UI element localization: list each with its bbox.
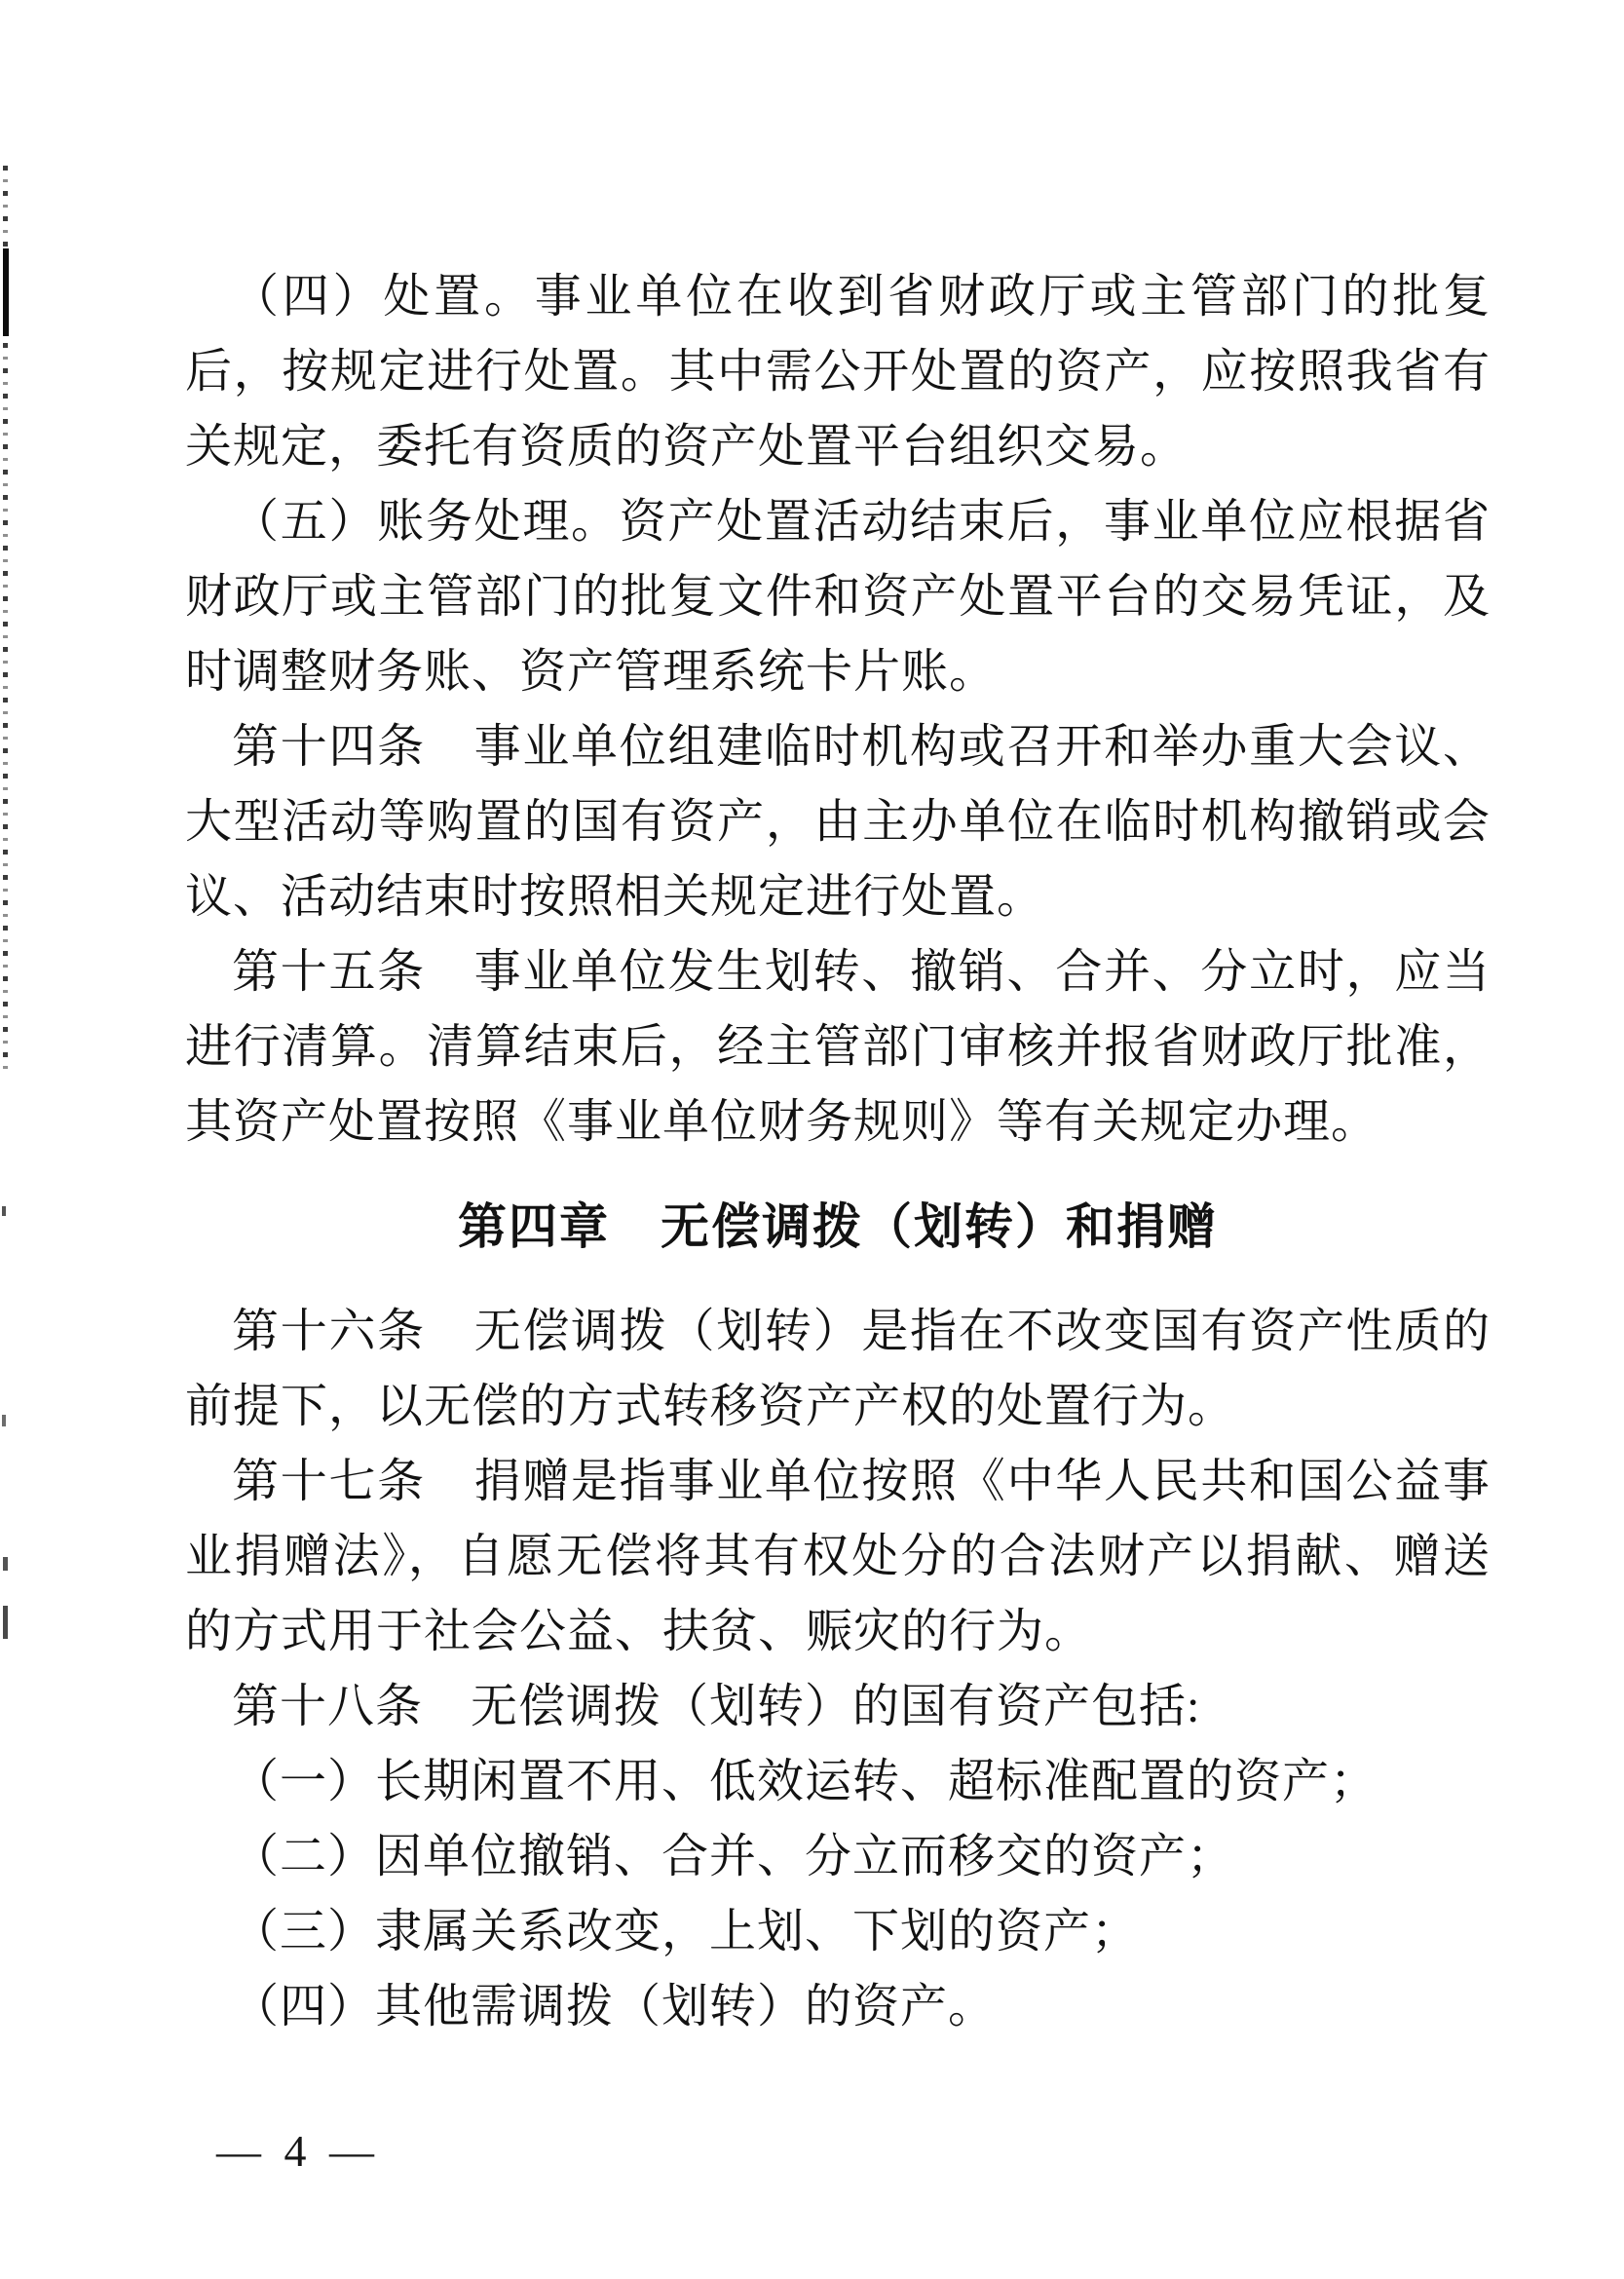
list-item-2: （二）因单位撤销、合并、分立而移交的资产； — [232, 1831, 1235, 1882]
scan-artifact-mark — [3, 248, 9, 336]
list-item-4: （四）其他需调拨（划转）的资产。 — [232, 1981, 997, 2032]
scan-artifact-dot — [3, 1557, 8, 1571]
para-article-14: 第十四条 事业单位组建临时机构或召开和举办重大会议、大型活动等购置的国有资产，由主办单位在临时机构撤销或会议、活动结束时按照相关规定进行处置。 — [185, 721, 1491, 923]
chapter-heading: 第四章 无偿调拨（划转）和捐赠 — [458, 1199, 1218, 1254]
scan-artifact-dot — [2, 1415, 6, 1426]
para-clause-5-accounting: （五）账务处理。资产处置活动结束后，事业单位应根据省财政厅或主管部门的批复文件和资产处置平台的交易凭证，及时调整财务账、资产管理系统卡片账。 — [185, 496, 1491, 698]
scan-artifact-dot — [2, 1206, 6, 1216]
para-article-15: 第十五条 事业单位发生划转、撤销、合并、分立时，应当进行清算。清算结束后，经主管部门审核并报省财政厅批准，其资产处置按照《事业单位财务规则》等有关规定办理。 — [185, 946, 1491, 1148]
document-body — [185, 259, 1491, 2044]
para-article-16: 第十六条 无偿调拨（划转）是指在不改变国有资产性质的前提下，以无偿的方式转移资产产权的处置行为。 — [185, 1306, 1491, 1432]
scan-artifact-dot — [3, 1606, 8, 1639]
para-article-17: 第十七条 捐赠是指事业单位按照《中华人民共和国公益事业捐赠法》，自愿无偿将其有权处分的合法财产以捐献、赠送的方式用于社会公益、扶贫、赈灾的行为。 — [185, 1456, 1491, 1657]
list-item-3: （三）隶属关系改变，上划、下划的资产； — [232, 1906, 1140, 1957]
list-item-1: （一）长期闲置不用、低效运转、超标准配置的资产； — [232, 1756, 1379, 1807]
para-article-18: 第十八条 无偿调拨（划转）的国有资产包括: — [232, 1681, 1201, 1732]
page-number: — 4 — — [216, 2126, 380, 2176]
para-clause-4-disposal: （四）处置。事业单位在收到省财政厅或主管部门的批复后，按规定进行处置。其中需公开处置的资产，应按照我省有关规定，委托有资质的资产处置平台组织交易。 — [185, 271, 1491, 473]
